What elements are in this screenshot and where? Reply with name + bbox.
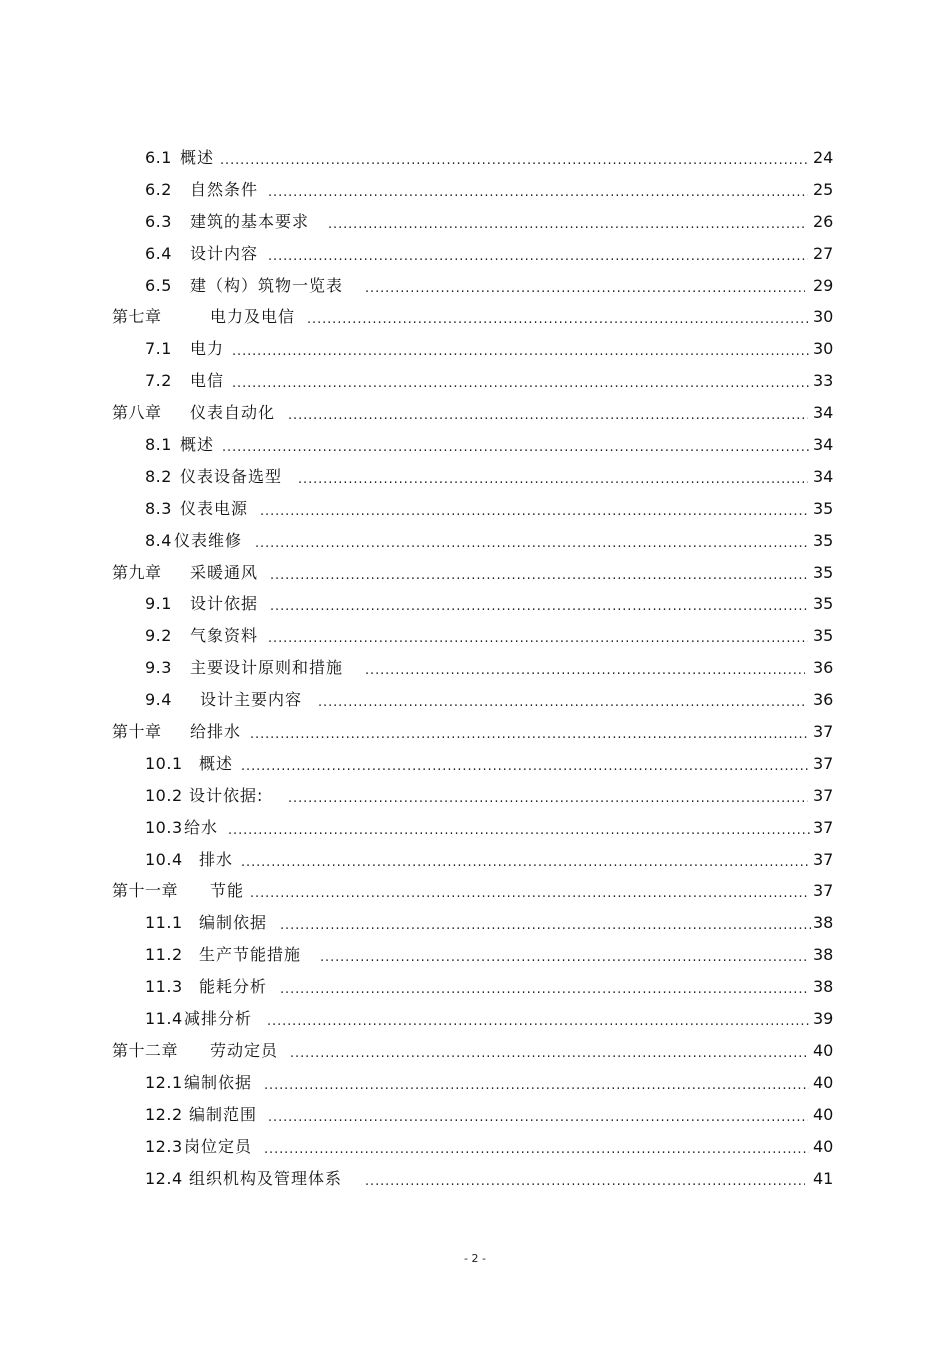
toc-entry[interactable] [0,684,950,716]
toc-entry-number: 8.4 [145,530,172,550]
toc-entry-number: 7.1 [145,339,172,359]
toc-entry-page: 35 [813,594,834,614]
toc-entry-title: 电力及电信 [210,307,296,327]
toc-entry-page: 35 [813,530,834,550]
toc-entry-page: 30 [813,339,834,359]
toc-entry-number: 第十二章 [112,1040,179,1060]
dot-leader [288,397,808,429]
toc-entry-number: 第八章 [112,403,162,423]
toc-entry-number: 第十一章 [112,881,179,901]
dot-leader [222,429,811,461]
toc-entry-page: 36 [813,658,834,678]
toc-entry-page: 37 [813,753,834,773]
toc-entry-title: 编制范围 [189,1104,258,1124]
toc-entry-number: 10.4 [145,849,183,869]
dot-leader [320,939,808,971]
toc-entry-number: 11.4 [145,1009,183,1029]
toc-entry[interactable] [0,971,950,1003]
toc-entry[interactable] [0,142,950,174]
toc-entry[interactable] [0,844,950,876]
toc-entry-number: 9.2 [145,626,172,646]
dot-leader [270,557,808,589]
dot-leader [250,716,808,748]
dot-leader [365,652,805,684]
toc-entry-page: 38 [813,913,834,933]
toc-entry-title: 概述 [180,435,215,455]
toc-entry-title: 节能 [210,881,245,901]
toc-entry[interactable] [0,939,950,971]
toc-entry-page: 40 [813,1136,834,1156]
toc-entry-title: 电力 [190,339,225,359]
dot-leader [318,684,805,716]
dot-leader [268,174,808,206]
toc-entry-page: 35 [813,498,834,518]
dot-leader [260,493,808,525]
toc-entry[interactable] [0,652,950,684]
toc-entry-page: 37 [813,817,834,837]
toc-entry[interactable] [0,333,950,365]
toc-entry-number: 10.1 [145,753,183,773]
dot-leader [250,875,808,907]
toc-entry[interactable] [0,588,950,620]
dot-leader [264,1131,809,1163]
toc-entry-title: 设计依据: [189,785,264,805]
toc-entry-page: 34 [813,403,834,423]
toc-entry-page: 37 [813,722,834,742]
toc-entry-number: 9.1 [145,594,172,614]
dot-leader [268,620,808,652]
toc-entry-page: 27 [813,243,834,263]
toc-entry[interactable] [0,1131,950,1163]
toc-entry-title: 生产节能措施 [199,945,302,965]
toc-entry[interactable] [0,270,950,302]
toc-entry[interactable] [0,716,950,748]
toc-entry[interactable] [0,174,950,206]
toc-entry-page: 34 [813,466,834,486]
toc-entry-number: 10.3 [145,817,183,837]
toc-entry-number: 6.3 [145,211,172,231]
toc-entry-title: 主要设计原则和措施 [190,658,344,678]
toc-entry-number: 6.2 [145,179,172,199]
dot-leader [241,844,809,876]
toc-entry[interactable] [0,397,950,429]
toc-entry[interactable] [0,238,950,270]
toc-entry-page: 29 [813,275,834,295]
toc-entry-title: 编制依据 [184,1072,253,1092]
toc-entry-number: 11.2 [145,945,183,965]
toc-entry[interactable] [0,365,950,397]
toc-entry-title: 仪表维修 [174,530,243,550]
toc-entry[interactable] [0,557,950,589]
toc-entry-title: 自然条件 [190,179,259,199]
dot-leader [220,142,810,174]
toc-entry[interactable] [0,1163,950,1195]
dot-leader [288,780,808,812]
toc-entry-page: 25 [813,179,834,199]
toc-entry-title: 给水 [184,817,219,837]
toc-entry-title: 建筑的基本要求 [190,211,310,231]
toc-entry-number: 10.2 [145,785,183,805]
dot-leader [268,238,808,270]
toc-entry-number: 8.3 [145,498,172,518]
toc-entry-title: 编制依据 [199,913,268,933]
toc-entry-page: 24 [813,148,834,167]
toc-entry[interactable] [0,1067,950,1099]
toc-entry-number: 11.3 [145,977,183,997]
toc-entry-page: 38 [813,977,834,997]
toc-entry-page: 33 [813,371,834,391]
toc-entry[interactable] [0,206,950,238]
toc-entry-title: 概述 [180,148,215,167]
toc-entry-page: 37 [813,849,834,869]
toc-entry-page: 37 [813,785,834,805]
toc-entry[interactable] [0,493,950,525]
toc-entry-title: 概述 [199,753,234,773]
toc-entry-number: 第十章 [112,722,162,742]
toc-entry-number: 6.5 [145,275,172,295]
toc-entry-page: 38 [813,945,834,965]
toc-entry[interactable] [0,907,950,939]
toc-entry-title: 设计主要内容 [200,690,303,710]
toc-entry-page: 39 [813,1009,834,1029]
toc-entry-number: 6.1 [145,148,172,167]
dot-leader [241,748,809,780]
toc-entry-number: 6.4 [145,243,172,263]
toc-entry-title: 建（构）筑物一览表 [190,275,344,295]
toc-entry-number: 12.3 [145,1136,183,1156]
dot-leader [307,301,808,333]
toc-entry[interactable] [0,620,950,652]
dot-leader [290,1035,808,1067]
dot-leader [255,525,809,557]
toc-entry-title: 设计内容 [190,243,259,263]
dot-leader [365,270,805,302]
toc-entry-page: 40 [813,1104,834,1124]
dot-leader [267,1003,811,1035]
toc-entry-number: 第九章 [112,562,162,582]
toc-entry-title: 电信 [190,371,225,391]
page-number-footer: - 2 - [464,1252,486,1265]
toc-entry-title: 减排分析 [184,1009,253,1029]
toc-entry-title: 排水 [199,849,234,869]
toc-entry-page: 36 [813,690,834,710]
toc-entry[interactable] [0,301,950,333]
toc-entry-page: 26 [813,211,834,231]
toc-entry-title: 仪表设备选型 [180,466,283,486]
toc-entry[interactable] [0,1035,950,1067]
dot-leader [328,206,805,238]
toc-entry-page: 41 [813,1168,834,1188]
dot-leader [228,812,811,844]
toc-entry-title: 仪表电源 [180,498,249,518]
toc-entry[interactable] [0,1099,950,1131]
toc-entry-title: 采暖通风 [190,562,259,582]
toc-entry[interactable] [0,812,950,844]
toc-entry-title: 气象资料 [190,626,259,646]
toc-entry-title: 仪表自动化 [190,403,276,423]
toc-entry-page: 40 [813,1040,834,1060]
toc-entry-page: 34 [813,435,834,455]
toc-entry-page: 35 [813,562,834,582]
dot-leader [268,1099,808,1131]
toc-entry-number: 8.2 [145,466,172,486]
dot-leader [232,333,811,365]
dot-leader [232,365,811,397]
toc-entry-number: 第七章 [112,307,162,327]
toc-entry-title: 劳动定员 [210,1040,279,1060]
toc-entry[interactable] [0,875,950,907]
toc-entry[interactable] [0,461,950,493]
toc-entry-title: 给排水 [190,722,242,742]
dot-leader [280,907,811,939]
dot-leader [298,461,808,493]
dot-leader [264,1067,809,1099]
toc-entry[interactable] [0,525,950,557]
dot-leader [365,1163,805,1195]
toc-entry[interactable] [0,748,950,780]
toc-entry-number: 12.1 [145,1072,183,1092]
toc-entry-title: 组织机构及管理体系 [189,1168,343,1188]
toc-entry[interactable] [0,780,950,812]
toc-entry-page: 30 [813,307,834,327]
toc-entry[interactable] [0,429,950,461]
toc-entry-title: 岗位定员 [184,1136,253,1156]
toc-entry-page: 40 [813,1072,834,1092]
dot-leader [280,971,808,1003]
toc-entry-number: 12.4 [145,1168,183,1188]
table-of-contents [0,142,950,1194]
toc-entry-number: 9.4 [145,690,172,710]
toc-entry-number: 7.2 [145,371,172,391]
toc-entry-number: 12.2 [145,1104,183,1124]
toc-entry[interactable] [0,1003,950,1035]
toc-entry-number: 8.1 [145,435,172,455]
toc-entry-title: 设计依据 [190,594,259,614]
toc-entry-number: 11.1 [145,913,183,933]
toc-entry-number: 9.3 [145,658,172,678]
toc-entry-page: 35 [813,626,834,646]
toc-entry-page: 37 [813,881,834,901]
toc-entry-title: 能耗分析 [199,977,268,997]
dot-leader [270,588,808,620]
